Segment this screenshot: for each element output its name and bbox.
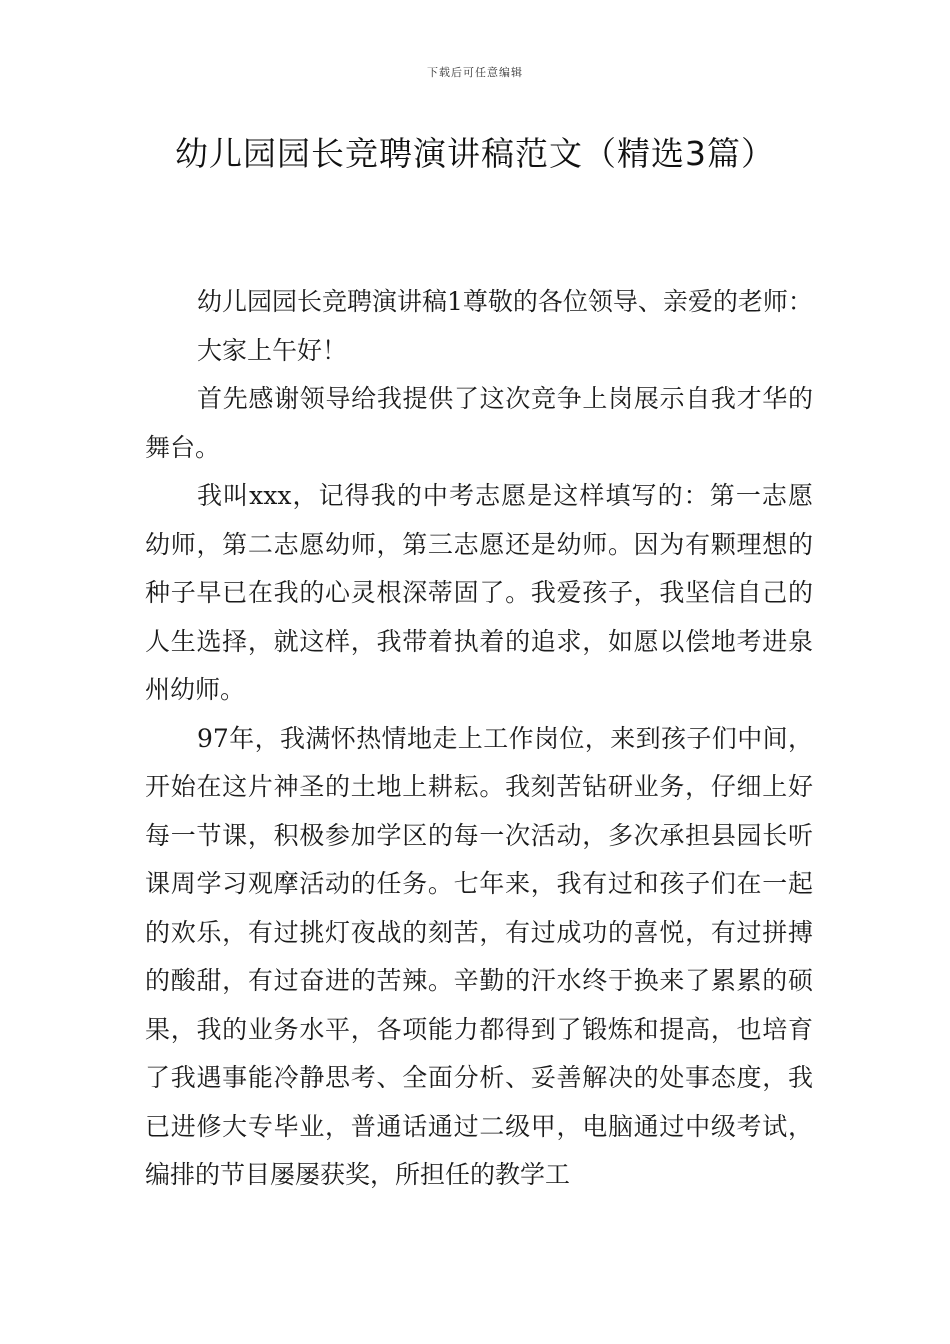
header-note: 下载后可任意编辑 bbox=[427, 66, 523, 79]
document-body bbox=[145, 278, 813, 1200]
paragraph-greeting: 大家上午好！ bbox=[197, 335, 348, 365]
paragraph-work-history: 97年，我满怀热情地走上工作岗位，来到孩子们中间，开始在这片神圣的土地上耕耘。我刻苦钻研业务，仔细上好每一节课，积极参加学区的每一次活动，多次承担县园长听课周学习观摩活动的任务。七年来，我有过和孩子们在一起的欢乐，有过挑灯夜战的刻苦，有过成功的喜悦，有过拼搏的酸甜，有过奋进的苦辣。辛勤的汗水终于换来了累累的硕果，我的业务水平，各项能力都得到了锻炼和提高，也培育了我遇事能冷静思考、全面分析、妥善解决的处事态度，我已进修大专毕业，普通话通过二级甲，电脑通过中级考试，编排的节目屡屡获奖，所担任的教学工 bbox=[145, 723, 813, 1189]
paragraph-thanks: 首先感谢领导给我提供了这次竞争上岗展示自我才华的舞台。 bbox=[145, 384, 813, 462]
document-title: 幼儿园园长竞聘演讲稿范文（精选3篇） bbox=[175, 134, 775, 173]
paragraph-intro: 幼儿园园长竞聘演讲稿1尊敬的各位领导、亲爱的老师： bbox=[197, 287, 813, 316]
paragraph-self-introduction: 我叫xxx，记得我的中考志愿是这样填写的：第一志愿幼师，第二志愿幼师，第三志愿还是幼师。因为有颗理想的种子早已在我的心灵根深蒂固了。我爱孩子，我坚信自己的人生选择，就这样，我带着执着的追求，如愿以偿地考进泉州幼师。 bbox=[145, 481, 813, 704]
